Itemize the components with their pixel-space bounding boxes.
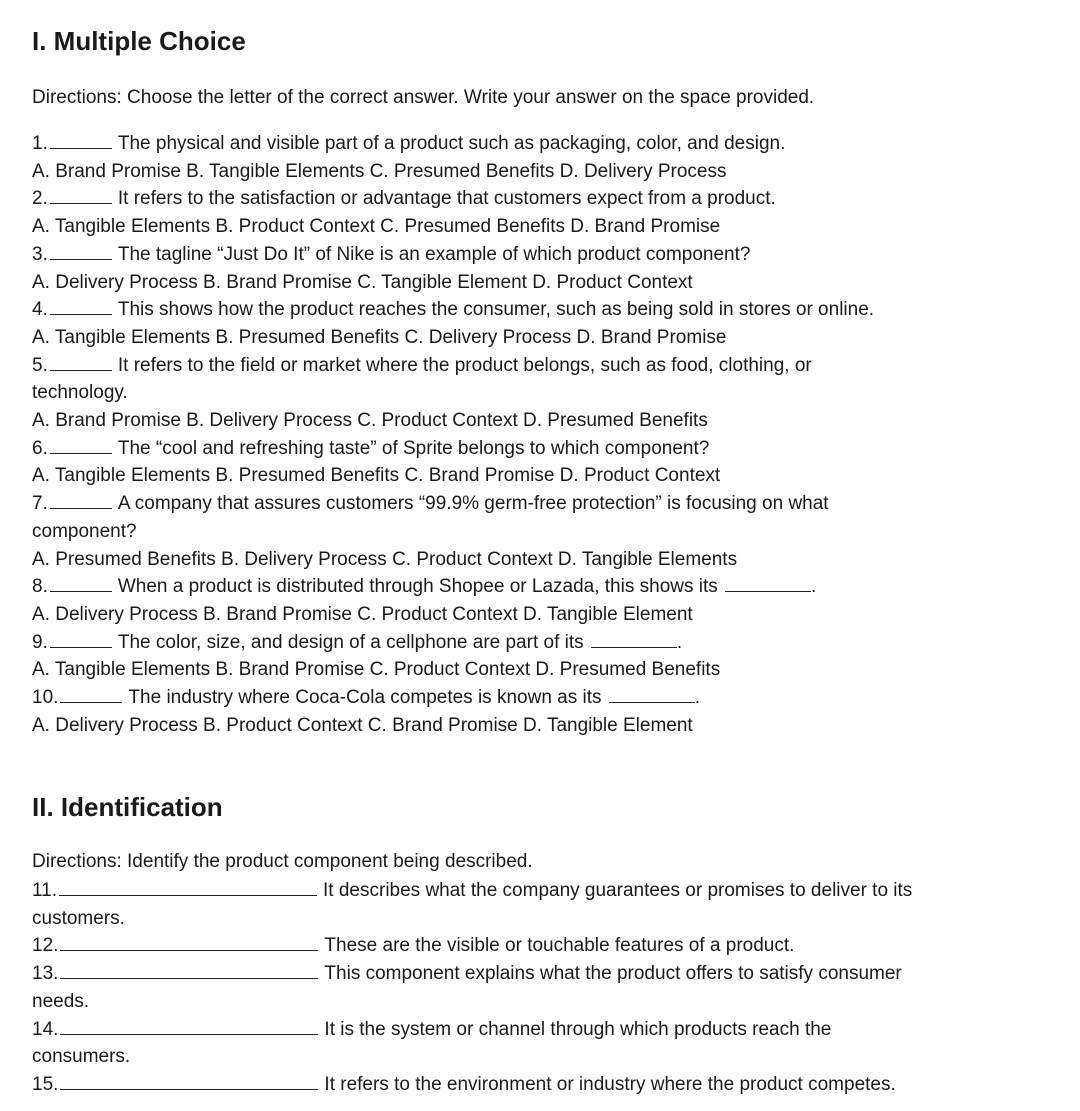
item-text: It is the system or channel through which products reach the (324, 1018, 832, 1040)
question-text: It refers to the satisfaction or advantage that customers expect from a product. (117, 188, 776, 210)
question-text: A company that assures customers “99.9% germ-free protection” is focusing on what (117, 493, 829, 515)
answer-blank-3[interactable] (50, 243, 112, 260)
choices-2: A. Tangible Elements B. Product Context C. Presumed Benefits D. Brand Promise (32, 216, 721, 238)
question-10: 10. The industry where Coca-Cola competes is known as its . (32, 687, 701, 709)
item-14-continuation: consumers. (32, 1046, 131, 1068)
question-text: The physical and visible part of a product such as packaging, color, and design. (117, 133, 786, 154)
question-text: The industry where Coca-Cola competes is known as its (128, 687, 602, 709)
item-text: It describes what the company guarantees or promises to deliver to its (323, 880, 913, 901)
section2-directions: Directions: Identify the product component being described. (32, 851, 533, 872)
question-7: 7. A company that assures customers “99.9% germ-free protection” is focusing on what (32, 493, 829, 515)
answer-blank-11[interactable] (59, 879, 317, 896)
question-4: 4. This shows how the product reaches the consumer, such as being sold in stores or online. (32, 299, 875, 321)
inline-blank-9[interactable] (591, 631, 677, 648)
answer-blank-4[interactable] (50, 298, 112, 315)
question-text: The “cool and refreshing taste” of Sprite belongs to which component? (117, 437, 710, 459)
answer-blank-9[interactable] (50, 631, 112, 648)
question-text: It refers to the field or market where the product belongs, such as food, clothing, or (117, 354, 812, 376)
item-13: 13. This component explains what the product offers to satisfy consumer (32, 963, 902, 985)
answer-blank-7[interactable] (50, 492, 112, 509)
item-14: 14. It is the system or channel through which products reach the (32, 1018, 832, 1040)
question-7-continuation: component? (32, 520, 137, 542)
question-1: 1. The physical and visible part of a product such as packaging, color, and design. (32, 133, 786, 154)
inline-blank-8[interactable] (725, 575, 811, 592)
answer-blank-15[interactable] (60, 1073, 318, 1090)
item-11-continuation: customers. (32, 907, 125, 929)
multiple-choice-list (32, 130, 1062, 739)
choices-1: A. Brand Promise B. Tangible Elements C. Presumed Benefits D. Delivery Process (32, 160, 727, 182)
choices-8: A. Delivery Process B. Brand Promise C. Product Context D. Tangible Element (32, 603, 693, 625)
choices-3: A. Delivery Process B. Brand Promise C. Tangible Element D. Product Context (32, 271, 693, 293)
item-15: 15. It refers to the environment or industry where the product competes. (32, 1073, 896, 1095)
question-5-continuation: technology. (32, 382, 128, 404)
choices-4: A. Tangible Elements B. Presumed Benefits C. Delivery Process D. Brand Promise (32, 326, 727, 348)
answer-blank-10[interactable] (60, 686, 122, 703)
question-5: 5. It refers to the field or market where the product belongs, such as food, clothing, or (32, 354, 812, 376)
item-13-continuation: needs. (32, 990, 90, 1012)
choices-10: A. Delivery Process B. Product Context C. Brand Promise D. Tangible Element (32, 714, 693, 736)
section1-title: I. Multiple Choice (32, 26, 246, 56)
question-2: 2. It refers to the satisfaction or advantage that customers expect from a product. (32, 188, 776, 210)
question-text: This shows how the product reaches the consumer, such as being sold in stores or online. (117, 299, 875, 321)
question-6: 6. The “cool and refreshing taste” of Sprite belongs to which component? (32, 437, 710, 459)
section2-title: II. Identification (32, 792, 223, 822)
answer-blank-1[interactable] (50, 132, 112, 149)
question-text: The tagline “Just Do It” of Nike is an example of which product component? (117, 243, 751, 265)
inline-blank-10[interactable] (609, 686, 695, 703)
question-text: When a product is distributed through Shopee or Lazada, this shows its (117, 576, 718, 598)
answer-blank-6[interactable] (50, 437, 112, 454)
section1-directions: Directions: Choose the letter of the correct answer. Write your answer on the space provided. (32, 87, 815, 108)
choices-6: A. Tangible Elements B. Presumed Benefits C. Brand Promise D. Product Context (32, 465, 721, 487)
question-3: 3. The tagline “Just Do It” of Nike is an example of which product component? (32, 243, 751, 265)
choices-5: A. Brand Promise B. Delivery Process C. Product Context D. Presumed Benefits (32, 410, 708, 432)
item-text: This component explains what the product offers to satisfy consumer (324, 963, 902, 985)
item-text: It refers to the environment or industry where the product competes. (324, 1073, 896, 1095)
answer-blank-13[interactable] (60, 962, 318, 979)
item-11: 11. It describes what the company guarantees or promises to deliver to its (32, 880, 913, 901)
question-text: The color, size, and design of a cellphone are part of its (117, 631, 584, 653)
answer-blank-12[interactable] (60, 934, 318, 951)
identification-list (32, 877, 1062, 1099)
answer-blank-8[interactable] (50, 575, 112, 592)
question-9: 9. The color, size, and design of a cellphone are part of its . (32, 631, 683, 653)
answer-blank-14[interactable] (60, 1018, 318, 1035)
item-12: 12. These are the visible or touchable features of a product. (32, 935, 795, 957)
question-8: 8. When a product is distributed through Shopee or Lazada, this shows its . (32, 576, 817, 598)
choices-7: A. Presumed Benefits B. Delivery Process C. Product Context D. Tangible Elements (32, 548, 738, 570)
choices-9: A. Tangible Elements B. Brand Promise C. Product Context D. Presumed Benefits (32, 659, 721, 681)
answer-blank-5[interactable] (50, 354, 112, 371)
answer-blank-2[interactable] (50, 187, 112, 204)
item-text: These are the visible or touchable features of a product. (324, 935, 795, 957)
